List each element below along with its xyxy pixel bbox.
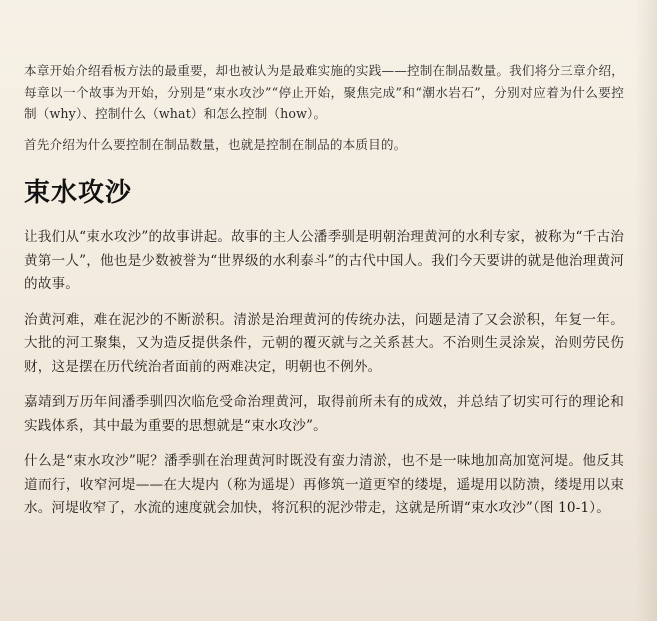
body-paragraph: 嘉靖到万历年间潘季驯四次临危受命治理黄河，取得前所未有的成效，并总结了切实可行的理论和实践体系，其中最为重要的思想就是“束水攻沙”。 bbox=[24, 394, 624, 434]
body-paragraph: 让我们从“束水攻沙”的故事讲起。故事的主人公潘季驯是明朝治理黄河的水利专家，被称为“千古治黄第一人”，他也是少数被誉为“世界级的水利泰斗”的古代中国人。我们今天要讲的就是他治理黄河的故事。 bbox=[24, 229, 624, 292]
page-edge-shadow bbox=[635, 0, 657, 621]
body-paragraph: 治黄河难，难在泥沙的不断淤积。清淤是治理黄河的传统办法，问题是清了又会淤积，年复一年。大批的河工聚集，又为造反提供条件，元朝的覆灭就与之关系甚大。不治则生灵涂炭，治则劳民伤财，这是摆在历代统治者面前的两难决定，明朝也不例外。 bbox=[24, 311, 624, 375]
section-title: 束水攻沙 bbox=[24, 178, 133, 208]
body-paragraph: 什么是“束水攻沙”呢？潘季驯在治理黄河时既没有蛮力清淤，也不是一味地加高加宽河堤。他反其道而行，收窄河堤——在大堤内（称为遥堤）再修筑一道更窄的缕堤，遥堤用以防溃，缕堤用以束水。河堤收窄了，水流的速度就会加快，将沉积的泥沙带走，这就是所谓“束水攻沙”（图 10-1）。 bbox=[24, 453, 624, 516]
intro-summary-paragraph: 首先介绍为什么要控制在制品数量，也就是控制在制品的本质目的。 bbox=[24, 136, 407, 152]
intro-paragraph: 本章开始介绍看板方法的最重要，却也被认为是最难实施的实践——控制在制品数量。我们将分三章介绍，每章以一个故事为开始，分别是“束水攻沙”“停止开始，聚焦完成”和“潮水岩石”，分别对应着为什么要控制（why）、控制什么（what）和怎么控制（how）。 bbox=[24, 63, 624, 121]
page-content bbox=[24, 60, 624, 521]
